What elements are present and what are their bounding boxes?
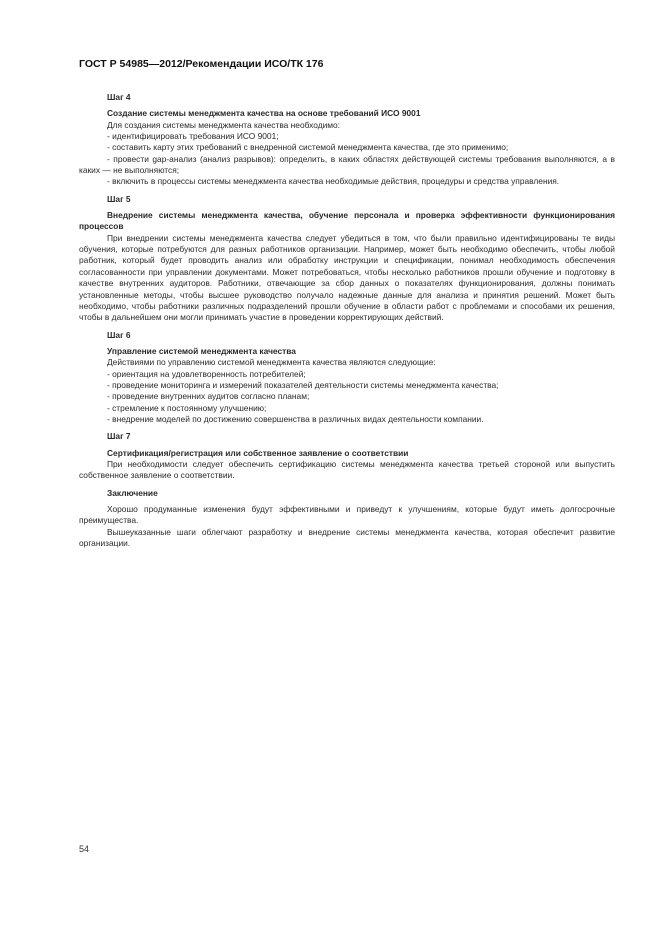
- list-item: - проведение мониторинга и измерений показателей деятельности системы менеджмента качества;: [107, 379, 499, 390]
- paragraph: Хорошо продуманные изменения будут эффективными и приведут к улучшениям, которые будут иметь долгосрочные преимущества.: [79, 504, 615, 526]
- step-label: Шаг 6: [107, 329, 131, 340]
- document-header: ГОСТ Р 54985—2012/Рекомендации ИСО/ТК 176: [79, 58, 324, 70]
- step-label: Шаг 4: [107, 92, 131, 102]
- conclusion-heading: Заключение: [107, 487, 158, 498]
- step-4-section: [79, 92, 615, 188]
- list-item: - внедрение моделей по достижению совершенства в различных видах деятельности компании.: [107, 413, 484, 424]
- step-heading: Создание системы менеджмента качества на основе требований ИСО 9001: [107, 108, 421, 119]
- step-7-section: [79, 431, 615, 481]
- step-5-section: [79, 194, 615, 324]
- paragraph: Вышеуказанные шаги облегчают разработку и внедрение системы менеджмента качества, которая обеспечит развитие организации.: [79, 526, 615, 549]
- step-6-section: [79, 330, 615, 426]
- paragraph: Действиями по управлению системой менеджмента качества являются следующие:: [107, 357, 436, 368]
- list-item: - проведение внутренних аудитов согласно планам;: [107, 391, 310, 402]
- step-heading: Сертификация/регистрация или собственное заявление о соответствии: [107, 447, 409, 458]
- list-item: - стремление к постоянному улучшению;: [107, 402, 267, 413]
- page-number: 54: [79, 844, 90, 854]
- step-heading: Внедрение системы менеджмента качества, обучение персонала и проверка эффективности функционирования процессов: [79, 210, 615, 232]
- list-item: - идентифицировать требования ИСО 9001;: [107, 131, 279, 142]
- list-item: - провести gap-анализ (анализ разрывов): определить, в каких областях действующей системы требования выполняются, а в каких — не выполняются;: [79, 153, 615, 176]
- paragraph: При внедрении системы менеджмента качества следует убедиться в том, что были правильно идентифицированы те виды обучения, которые потребуются для разных работников организации. Например, может быть необходимо обеспечить, чтобы любой работник, который будет проводить анализ или обработку инструкции и спецификации, понимал необходимость обеспечения согласованности при управлении документами. Может потребоваться, чтобы несколько работников прошли обучение и подготовку в качестве внутренних аудиторов. Работники, отвечающие за сбор данных о показателях функционирования, должны понимать установленные методы, чтобы высшее руководство получало надежные данные для анализа и принятия решений. Может быть необходимо, чтобы работники различных подразделений прошли обучение в области работ с проблемами и способами их решения, чтобы в дальнейшем они могли принимать участие в проведении корректирующих действий.: [79, 232, 615, 323]
- step-heading: Управление системой менеджмента качества: [107, 345, 296, 356]
- list-item: - составить карту этих требований с внедренной системой менеджмента качества, где это применимо;: [107, 142, 509, 153]
- step-label: Шаг 5: [107, 193, 131, 204]
- list-item: - включить в процессы системы менеджмента качества необходимые действия, процедуры и средства управления.: [107, 176, 560, 187]
- conclusion-section: [79, 488, 615, 550]
- paragraph: При необходимости следует обеспечить сертификацию системы менеджмента качества третьей стороной или выпустить собственное заявление о соответствии.: [79, 458, 615, 481]
- step-label: Шаг 7: [107, 431, 131, 442]
- list-item: - ориентация на удовлетворенность потребителей;: [107, 368, 306, 379]
- paragraph: Для создания системы менеджмента качества необходимо:: [107, 119, 340, 130]
- document-body: [79, 92, 615, 555]
